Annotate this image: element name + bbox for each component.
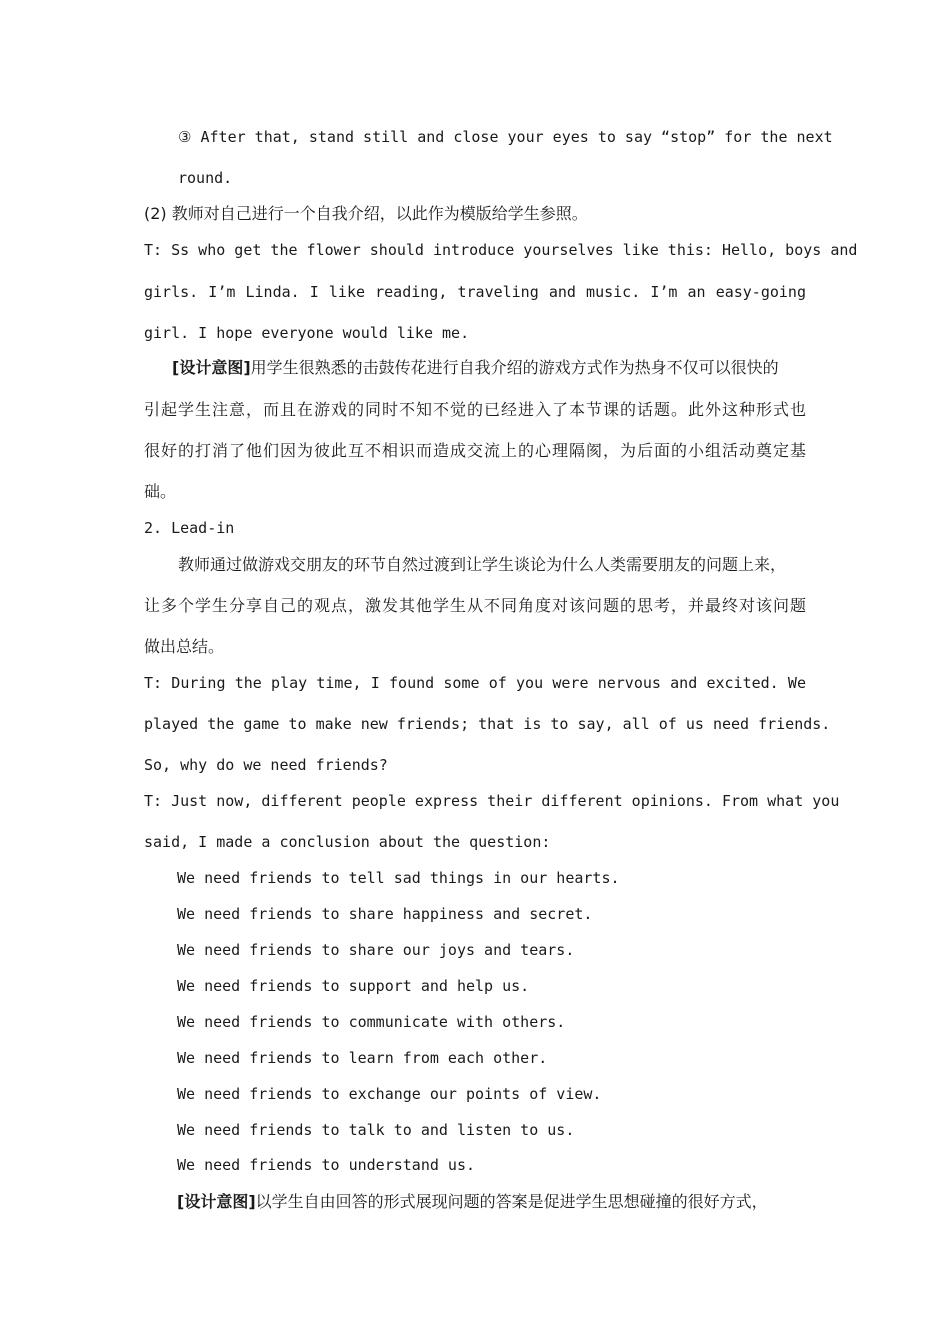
- reason-item: We need friends to learn from each other.: [177, 1049, 548, 1067]
- teacher-conclusion-line2: said, I made a conclusion about the question:: [144, 833, 551, 851]
- design-intent-1-line2: 引起学生注意，而且在游戏的同时不知不觉的已经进入了本节课的话题。此外这种形式也: [144, 400, 806, 419]
- leadin-desc-line2: 让多个学生分享自己的观点，激发其他学生从不同角度对该问题的思考，并最终对该问题: [144, 596, 806, 615]
- design-intent-2-line: [177, 1192, 768, 1212]
- reason-item: We need friends to understand us.: [177, 1156, 476, 1174]
- teacher-question-line1: T: During the play time, I found some of you were nervous and excited. We: [144, 674, 806, 692]
- reason-item: We need friends to support and help us.: [177, 977, 530, 995]
- reason-item: We need friends to share our joys and tears.: [177, 941, 575, 959]
- step3-line1: ③ After that, stand still and close your eyes to say “stop” for the next: [178, 128, 833, 146]
- reason-item: We need friends to exchange our points of view.: [177, 1085, 602, 1103]
- teacher-intro-line3: girl. I hope everyone would like me.: [144, 324, 470, 342]
- leadin-desc-line3: 做出总结。: [144, 637, 225, 656]
- reason-item: We need friends to share happiness and secret.: [177, 905, 593, 923]
- leadin-desc-line1: 教师通过做游戏交朋友的环节自然过渡到让学生谈论为什么人类需要朋友的问题上来，: [178, 555, 787, 574]
- reason-item: We need friends to talk to and listen to us.: [177, 1121, 575, 1139]
- teacher-conclusion-line1: T: Just now, different people express their different opinions. From what you: [144, 792, 840, 810]
- design-intent-2-text: 以学生自由回答的形式展现问题的答案是促进学生思想碰撞的很好方式，: [255, 1192, 768, 1211]
- design-intent-tag: [设计意图]: [172, 358, 251, 377]
- reason-item: We need friends to communicate with others.: [177, 1013, 566, 1031]
- teacher-question-line3: So, why do we need friends?: [144, 756, 388, 774]
- teacher-intro-line2: girls. I’m Linda. I like reading, traveling and music. I’m an easy-going: [144, 283, 806, 301]
- teacher-intro-line1: T: Ss who get the flower should introduce yourselves like this: Hello, boys and: [144, 241, 858, 259]
- design-intent-1-line4: 础。: [144, 482, 177, 501]
- design-intent-1-line3: 很好的打消了他们因为彼此互不相识而造成交流上的心理隔阂，为后面的小组活动奠定基: [144, 441, 806, 460]
- item2-title: (2) 教师对自己进行一个自我介绍，以此作为模版给学生参照。: [144, 204, 588, 223]
- section2-title: 2. Lead-in: [144, 519, 235, 537]
- design-intent-1-line1: 用学生很熟悉的击鼓传花进行自我介绍的游戏方式作为热身不仅可以很快的: [250, 358, 779, 377]
- reason-item: We need friends to tell sad things in our hearts.: [177, 869, 620, 887]
- design-intent-tag: [设计意图]: [177, 1192, 256, 1211]
- teacher-question-line2: played the game to make new friends; that is to say, all of us need friends.: [144, 715, 831, 733]
- design-intent-1-first-line: [172, 358, 779, 378]
- step3-line2: round.: [178, 169, 233, 187]
